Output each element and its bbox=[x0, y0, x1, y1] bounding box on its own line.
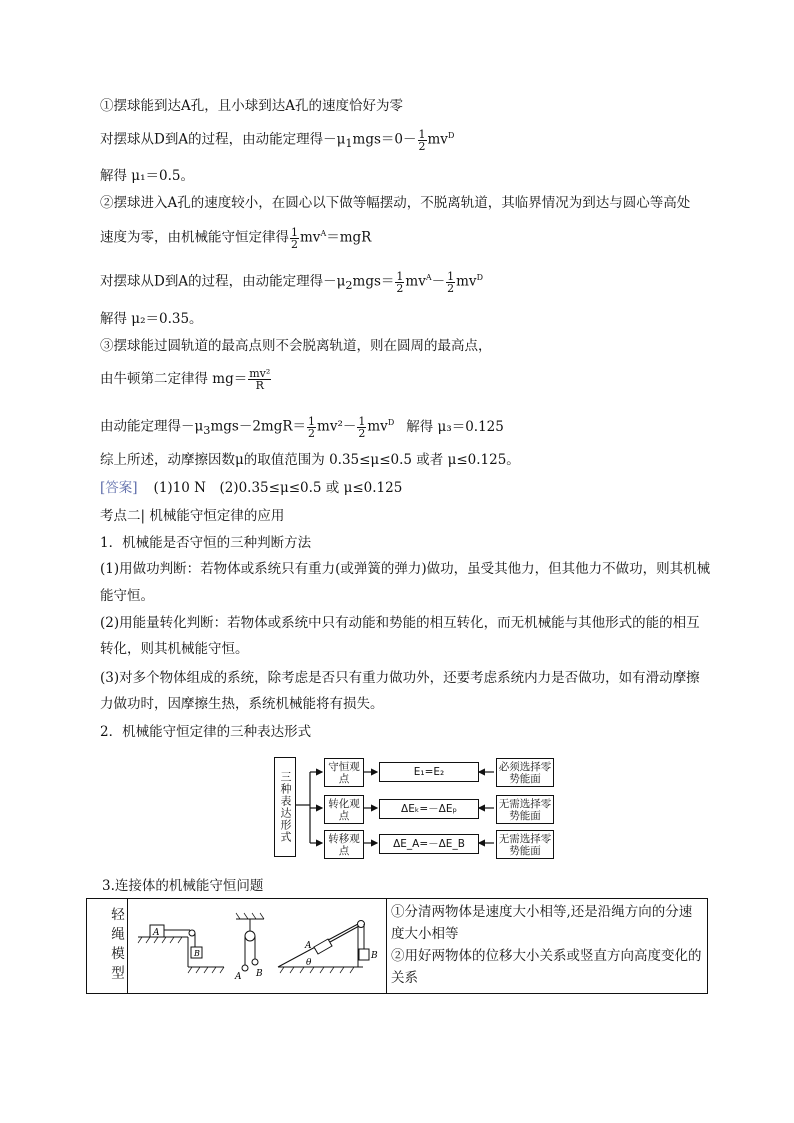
rope-model-figures bbox=[128, 899, 386, 993]
theta-label: θ bbox=[306, 958, 312, 968]
rope-model-table bbox=[86, 898, 708, 994]
answer-label: [答案] bbox=[100, 480, 138, 496]
tip-1: ①分清两物体是速度大小相等,还是沿绳方向的分速度大小相等 bbox=[391, 904, 693, 942]
text: 由牛顿第二定律得 mg＝ bbox=[100, 371, 248, 387]
section-heading: 考点二| 机械能守恒定律的应用 bbox=[100, 508, 285, 524]
text-line: 综上所述，动摩擦因数μ的取值范围为 0.35≤μ≤0.5 或者 μ≤0.125。 bbox=[100, 452, 520, 468]
note-box: 必须选择零势能面 bbox=[496, 758, 554, 787]
subscript: 3 bbox=[203, 424, 211, 438]
text-line: (3)对多个物体组成的系统，除考虑是否只有重力做功外，还要考虑系统内力是否做功，如有滑动摩擦 bbox=[100, 670, 700, 686]
view-box: 转化观点 bbox=[324, 795, 364, 824]
formula-box: ΔEₖ=－ΔEₚ bbox=[379, 799, 479, 819]
label-a: A bbox=[153, 928, 160, 938]
subheading: 1．机械能是否守恒的三种判断方法 bbox=[100, 535, 312, 551]
diagram-root: 三种表达形式 bbox=[274, 757, 296, 857]
text-line: 能守恒。 bbox=[100, 588, 154, 604]
note-box: 无需选择零势能面 bbox=[496, 795, 554, 824]
text: 速度为零，由机械能守恒定律得 bbox=[100, 229, 289, 246]
text-line: 转化，则其机械能守恒。 bbox=[100, 641, 249, 657]
fraction: $\frac{1}{2}$ bbox=[396, 269, 404, 295]
text: 由动能定理得－μ bbox=[100, 418, 204, 435]
text: mgs－2mgR＝ bbox=[210, 418, 307, 435]
text: 解得 μ₃＝0.125 bbox=[406, 418, 504, 435]
text-line: ③摆球能过圆轨道的最高点则不会脱离轨道，则在圆周的最高点， bbox=[100, 338, 492, 354]
superscript: D bbox=[447, 131, 455, 140]
formula-box: E₁=E₂ bbox=[379, 762, 479, 782]
tip-2: ②用好两物体的位移大小关系或竖直方向高度变化的关系 bbox=[391, 948, 702, 986]
fraction: $\frac{1}{2}$ bbox=[447, 269, 455, 295]
text-line: ①摆球能到达A孔，且小球到达A孔的速度恰好为零 bbox=[100, 98, 403, 114]
text-line: (1)用做功判断：若物体或系统只有重力(或弹簧的弹力)做功，虽受其他力，但其他力不做功，则其机械 bbox=[100, 561, 711, 577]
text: 对摆球从D到A的过程，由动能定理得－μ bbox=[100, 273, 346, 290]
subheading: 3.连接体的机械能守恒问题 bbox=[102, 878, 264, 894]
label-a: A bbox=[235, 972, 242, 982]
figure-cell bbox=[128, 899, 387, 994]
text: mgs＝0－ bbox=[352, 131, 417, 148]
fraction: $\frac{1}{2}$ bbox=[418, 127, 426, 153]
text: 对摆球从D到A的过程，由动能定理得－μ bbox=[100, 131, 346, 148]
text: － bbox=[431, 273, 446, 290]
text-cell bbox=[387, 899, 708, 994]
text-line: ②摆球进入A孔的速度较小，在圆心以下做等幅摆动，不脱离轨道，其临界情况为到达与圆心等高处 bbox=[100, 195, 691, 211]
view-box: 转移观点 bbox=[324, 830, 364, 859]
subheading: 2．机械能守恒定律的三种表达形式 bbox=[100, 724, 312, 740]
text-line: 解得 μ₂＝0.35。 bbox=[100, 311, 203, 327]
text: mv bbox=[300, 229, 321, 246]
text: mv bbox=[427, 131, 448, 148]
note-box: 无需选择零势能面 bbox=[496, 830, 554, 859]
subscript: 1 bbox=[345, 137, 353, 151]
text-line: 力做功时，因摩擦生热，系统机械能将有损失。 bbox=[100, 696, 384, 712]
text-line: (2)用能量转化判断：若物体或系统中只有动能和势能的相互转化，而无机械能与其他形式的能的相互 bbox=[100, 615, 700, 631]
label-b: B bbox=[256, 969, 263, 979]
label-b: B bbox=[371, 951, 378, 961]
text-line: 解得 μ₁＝0.5。 bbox=[100, 168, 194, 184]
superscript: A bbox=[320, 229, 327, 238]
text: mgs＝ bbox=[352, 273, 395, 290]
superscript: D bbox=[387, 418, 395, 427]
text: ＝mgR bbox=[326, 229, 372, 246]
fraction: $\frac{1}{2}$ bbox=[358, 414, 366, 440]
subscript: 2 bbox=[345, 279, 353, 293]
view-box: 守恒观点 bbox=[324, 758, 364, 787]
label-b: B bbox=[194, 949, 200, 958]
fraction: $\frac{1}{2}$ bbox=[291, 225, 298, 251]
superscript: A bbox=[425, 273, 432, 282]
text: mv bbox=[367, 418, 388, 435]
fraction: $\frac{1}{2}$ bbox=[308, 414, 316, 440]
answer-text: (1)10 N (2)0.35≤μ≤0.5 或 μ≤0.125 bbox=[153, 480, 403, 496]
text: mv bbox=[405, 273, 426, 290]
label-a: A bbox=[305, 941, 312, 951]
text: mv²－ bbox=[317, 418, 357, 435]
table-label: 轻绳模型 bbox=[87, 899, 128, 994]
text: mv bbox=[456, 273, 477, 290]
formula-box: ΔE_A=－ΔE_B bbox=[379, 834, 479, 854]
superscript: D bbox=[476, 273, 483, 282]
fraction: $\frac{\text{mv²}}{R}$ bbox=[249, 367, 271, 392]
